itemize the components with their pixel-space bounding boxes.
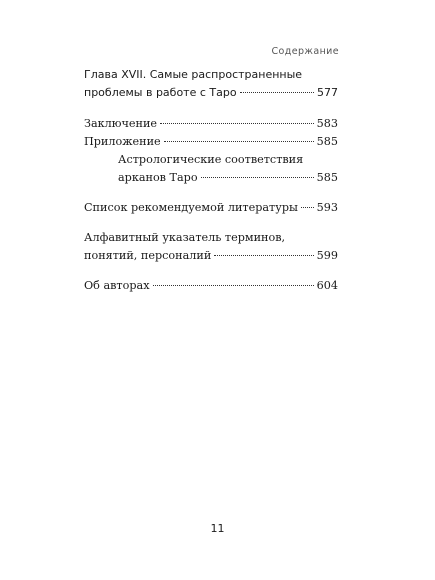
dot-leader: [160, 123, 314, 124]
toc-entry-title-line: Список рекомендуемой литературы: [84, 201, 298, 214]
toc-entry-chapter-17[interactable]: [84, 66, 338, 102]
toc-entry-title-line: понятий, персоналий: [84, 249, 212, 262]
dot-leader: [214, 255, 313, 256]
toc-entry-index[interactable]: [84, 229, 338, 265]
toc-entry-recommended-reading[interactable]: [84, 199, 338, 217]
dot-leader: [153, 285, 314, 286]
toc-entry-astrological-correspondences[interactable]: [84, 151, 338, 187]
toc-entry-title-line: Астрологические соответствия: [118, 153, 304, 166]
running-head: Содержание: [271, 46, 339, 57]
dot-leader: [240, 92, 314, 93]
toc-entry-title-line: Об авторах: [84, 279, 150, 292]
toc-page-number: 599: [316, 249, 338, 262]
toc-entry-title-line: Заключение: [84, 117, 158, 130]
toc-entry-title-line: Глава XVII. Самые распространенные: [84, 68, 303, 81]
toc-entry-appendix[interactable]: [84, 133, 338, 151]
toc-entry-title-line: Приложение: [84, 135, 161, 148]
dot-leader: [201, 177, 314, 178]
toc-entry-title-line: арканов Таро: [118, 171, 198, 184]
toc-page-number: 585: [316, 171, 338, 184]
toc-page-number: 585: [316, 135, 338, 148]
toc-page-number: 583: [316, 117, 338, 130]
toc-entry-title-line: проблемы в работе с Таро: [84, 86, 237, 99]
dot-leader: [164, 141, 314, 142]
page-number: 11: [210, 522, 225, 535]
toc-page-number: 604: [316, 279, 338, 292]
table-of-contents: [84, 66, 338, 295]
toc-entry-conclusion[interactable]: [84, 115, 338, 133]
toc-page-number: 577: [317, 86, 338, 99]
toc-entry-title-line: Алфавитный указатель терминов,: [84, 231, 286, 244]
toc-page-number: 593: [316, 201, 338, 214]
dot-leader: [301, 207, 314, 208]
toc-entry-about-authors[interactable]: [84, 277, 338, 295]
